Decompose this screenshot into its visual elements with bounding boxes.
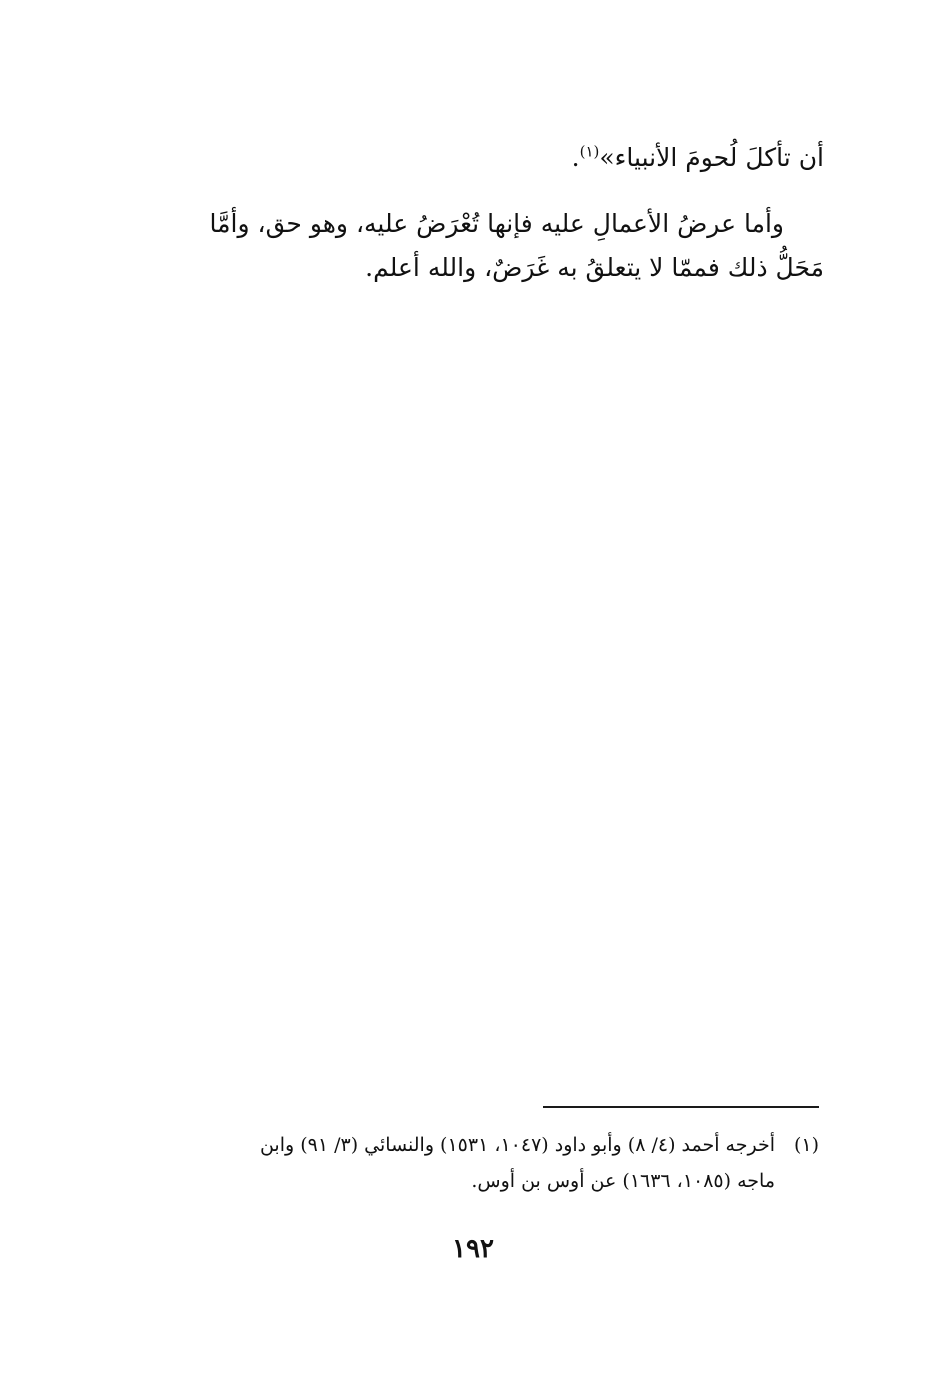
quote-end-text: أن تأكلَ لُحومَ الأنبياء» — [599, 143, 824, 172]
footnote-number: (١) — [793, 1134, 819, 1156]
text-line-1 — [98, 142, 824, 186]
footnote-text-1: أخرجه أحمد (٤/ ٨) وأبو داود (١٠٤٧، ١٥٣١) والنسائي (٣/ ٩١) وابن — [259, 1134, 775, 1156]
sentence-period: . — [571, 143, 580, 172]
footnote-line-2: ماجه (١٠٨٥، ١٦٣٦) عن أوس بن أوس. — [471, 1170, 775, 1192]
text-line-3: مَحَلُّ ذلك فممّا لا يتعلقُ به غَرَضٌ، والله أعلم. — [365, 253, 824, 282]
footnotes-section — [89, 1127, 819, 1199]
footnote-separator — [543, 1106, 819, 1108]
footnote-reference[interactable]: (١) — [579, 142, 600, 161]
text-line-2: وأما عرضُ الأعمالِ عليه فإنها تُعْرَضُ عليه، وهو حق، وأمَّا — [209, 209, 784, 238]
main-text-block — [98, 142, 824, 296]
footnote-line-1 — [89, 1127, 819, 1163]
page-number: ١٩٢ — [452, 1234, 494, 1264]
